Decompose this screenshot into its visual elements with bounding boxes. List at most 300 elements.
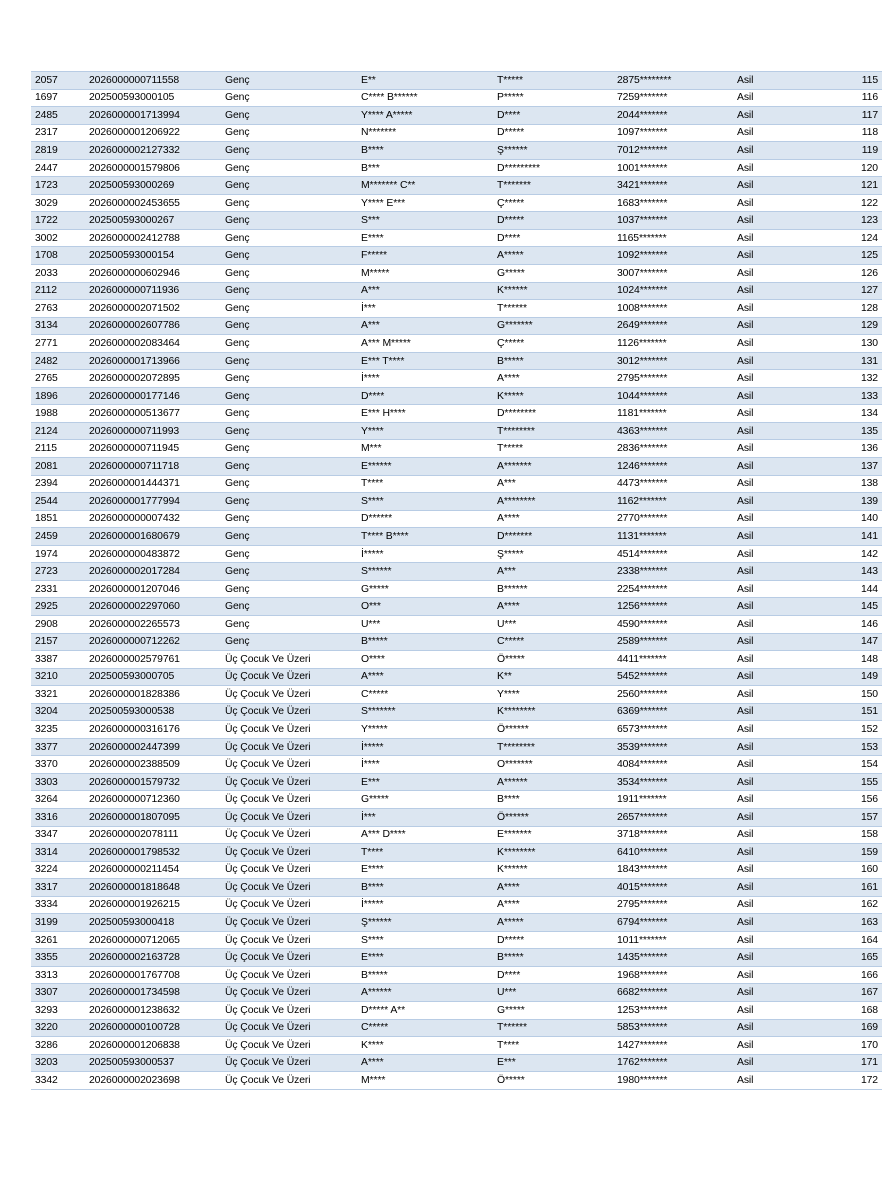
cell-soyad: B***** [493,352,613,370]
cell-kontenjan-turu: Üç Çocuk Ve Üzeri [221,773,357,791]
cell-durum: Asil [733,229,819,247]
cell-durum: Asil [733,984,819,1002]
cell-tc-kimlik-no: 3012******* [613,352,733,370]
table-row[interactable] [31,177,882,195]
cell-kontenjan-turu: Üç Çocuk Ve Üzeri [221,931,357,949]
cell-puan-sira: 1988 [31,405,85,423]
cell-durum: Asil [733,686,819,704]
cell-soyad: Ö***** [493,651,613,669]
cell-puan-sira: 2485 [31,107,85,125]
cell-puan-sira: 3264 [31,791,85,809]
table-row[interactable] [31,405,882,423]
cell-kontenjan-turu: Üç Çocuk Ve Üzeri [221,703,357,721]
cell-sira-no: 146 [819,615,882,633]
table-row[interactable] [31,791,882,809]
table-row[interactable] [31,422,882,440]
cell-ad: B*** [357,159,493,177]
cell-tc-kimlik-no: 1968******* [613,966,733,984]
cell-ad: T**** B**** [357,528,493,546]
table-row[interactable] [31,352,882,370]
cell-puan-sira: 1974 [31,545,85,563]
table-row[interactable] [31,756,882,774]
cell-ad: İ***** [357,545,493,563]
cell-sira-no: 164 [819,931,882,949]
cell-soyad: A*** [493,563,613,581]
cell-sira-no: 143 [819,563,882,581]
table-row[interactable] [31,282,882,300]
cell-puan-sira: 2482 [31,352,85,370]
table-row[interactable] [31,458,882,476]
cell-tc-kimlik-no: 2044******* [613,107,733,125]
cell-durum: Asil [733,896,819,914]
cell-durum: Asil [733,966,819,984]
cell-soyad: Ş****** [493,142,613,160]
cell-sira-no: 157 [819,808,882,826]
cell-sira-no: 152 [819,721,882,739]
cell-puan-sira: 3002 [31,229,85,247]
cell-tc-kimlik-no: 1435******* [613,949,733,967]
cell-ad: T**** [357,475,493,493]
cell-soyad: D******** [493,405,613,423]
cell-puan-sira: 2763 [31,300,85,318]
cell-sira-no: 141 [819,528,882,546]
cell-soyad: D***** [493,931,613,949]
cell-soyad: Ö****** [493,721,613,739]
cell-sira-no: 131 [819,352,882,370]
cell-kontenjan-turu: Üç Çocuk Ve Üzeri [221,738,357,756]
cell-tc-kimlik-no: 6369******* [613,703,733,721]
cell-durum: Asil [733,387,819,405]
cell-basvuru-no: 2026000002265573 [85,615,221,633]
cell-tc-kimlik-no: 1843******* [613,861,733,879]
cell-puan-sira: 2765 [31,370,85,388]
cell-ad: E****** [357,458,493,476]
cell-sira-no: 161 [819,879,882,897]
cell-kontenjan-turu: Üç Çocuk Ve Üzeri [221,686,357,704]
cell-ad: B**** [357,879,493,897]
cell-puan-sira: 3224 [31,861,85,879]
cell-durum: Asil [733,265,819,283]
cell-tc-kimlik-no: 1001******* [613,159,733,177]
table-row[interactable] [31,493,882,511]
table-row[interactable] [31,335,882,353]
table-row[interactable] [31,1001,882,1019]
cell-durum: Asil [733,826,819,844]
table-row[interactable] [31,633,882,651]
table-row[interactable] [31,229,882,247]
cell-sira-no: 172 [819,1072,882,1090]
listing-table [31,71,882,1090]
cell-kontenjan-turu: Genç [221,493,357,511]
table-row[interactable] [31,545,882,563]
cell-sira-no: 170 [819,1037,882,1055]
table-row[interactable] [31,651,882,669]
cell-tc-kimlik-no: 4411******* [613,651,733,669]
cell-kontenjan-turu: Genç [221,633,357,651]
cell-puan-sira: 3210 [31,668,85,686]
table-row[interactable] [31,300,882,318]
table-row[interactable] [31,107,882,125]
cell-tc-kimlik-no: 2875******** [613,72,733,90]
cell-basvuru-no: 2026000002579761 [85,651,221,669]
cell-basvuru-no: 2026000002607786 [85,317,221,335]
cell-durum: Asil [733,282,819,300]
cell-sira-no: 148 [819,651,882,669]
table-row[interactable] [31,317,882,335]
cell-basvuru-no: 2026000002078111 [85,826,221,844]
cell-sira-no: 117 [819,107,882,125]
cell-ad: E**** [357,949,493,967]
table-row[interactable] [31,194,882,212]
cell-soyad: D**** [493,107,613,125]
cell-sira-no: 136 [819,440,882,458]
cell-ad: U*** [357,615,493,633]
cell-durum: Asil [733,580,819,598]
cell-sira-no: 134 [819,405,882,423]
cell-soyad: A**** [493,879,613,897]
cell-kontenjan-turu: Genç [221,352,357,370]
table-row[interactable] [31,896,882,914]
cell-durum: Asil [733,107,819,125]
cell-basvuru-no: 2026000001818648 [85,879,221,897]
table-row[interactable] [31,1019,882,1037]
cell-tc-kimlik-no: 1008******* [613,300,733,318]
cell-basvuru-no: 2026000002453655 [85,194,221,212]
table-row[interactable] [31,738,882,756]
cell-durum: Asil [733,1072,819,1090]
cell-sira-no: 127 [819,282,882,300]
cell-kontenjan-turu: Genç [221,458,357,476]
cell-durum: Asil [733,914,819,932]
table-row[interactable] [31,949,882,967]
cell-tc-kimlik-no: 2254******* [613,580,733,598]
cell-ad: M**** [357,1072,493,1090]
cell-basvuru-no: 2026000002023698 [85,1072,221,1090]
cell-sira-no: 119 [819,142,882,160]
cell-tc-kimlik-no: 1911******* [613,791,733,809]
cell-basvuru-no: 2026000000100728 [85,1019,221,1037]
table-row[interactable] [31,247,882,265]
cell-tc-kimlik-no: 6682******* [613,984,733,1002]
cell-kontenjan-turu: Genç [221,300,357,318]
cell-tc-kimlik-no: 2836******* [613,440,733,458]
cell-tc-kimlik-no: 2589******* [613,633,733,651]
cell-ad: C***** [357,1019,493,1037]
cell-puan-sira: 1697 [31,89,85,107]
cell-basvuru-no: 2026000000483872 [85,545,221,563]
cell-soyad: U*** [493,615,613,633]
cell-kontenjan-turu: Genç [221,142,357,160]
cell-tc-kimlik-no: 3539******* [613,738,733,756]
cell-tc-kimlik-no: 2770******* [613,510,733,528]
table-row[interactable] [31,686,882,704]
cell-puan-sira: 2331 [31,580,85,598]
table-row[interactable] [31,808,882,826]
cell-kontenjan-turu: Genç [221,317,357,335]
cell-tc-kimlik-no: 7259******* [613,89,733,107]
table-row[interactable] [31,773,882,791]
cell-soyad: B***** [493,949,613,967]
cell-soyad: C***** [493,633,613,651]
cell-ad: E*** H**** [357,405,493,423]
cell-ad: A****** [357,984,493,1002]
cell-kontenjan-turu: Üç Çocuk Ve Üzeri [221,791,357,809]
cell-tc-kimlik-no: 4084******* [613,756,733,774]
cell-ad: İ***** [357,896,493,914]
cell-ad: İ*** [357,808,493,826]
cell-tc-kimlik-no: 1980******* [613,1072,733,1090]
table-row[interactable] [31,598,882,616]
table-row[interactable] [31,580,882,598]
cell-kontenjan-turu: Genç [221,615,357,633]
cell-durum: Asil [733,545,819,563]
cell-basvuru-no: 2026000001238632 [85,1001,221,1019]
cell-kontenjan-turu: Genç [221,475,357,493]
cell-basvuru-no: 2026000000711718 [85,458,221,476]
cell-sira-no: 115 [819,72,882,90]
cell-kontenjan-turu: Genç [221,405,357,423]
cell-puan-sira: 2157 [31,633,85,651]
cell-soyad: B**** [493,791,613,809]
cell-tc-kimlik-no: 7012******* [613,142,733,160]
cell-durum: Asil [733,212,819,230]
cell-kontenjan-turu: Üç Çocuk Ve Üzeri [221,668,357,686]
cell-durum: Asil [733,949,819,967]
cell-tc-kimlik-no: 2649******* [613,317,733,335]
cell-kontenjan-turu: Üç Çocuk Ve Üzeri [221,1054,357,1072]
cell-soyad: G******* [493,317,613,335]
cell-kontenjan-turu: Üç Çocuk Ve Üzeri [221,966,357,984]
cell-tc-kimlik-no: 1256******* [613,598,733,616]
table-row[interactable] [31,1072,882,1090]
cell-ad: M*** [357,440,493,458]
cell-soyad: Ş***** [493,545,613,563]
cell-soyad: A**** [493,510,613,528]
cell-puan-sira: 2925 [31,598,85,616]
table-row[interactable] [31,966,882,984]
cell-kontenjan-turu: Genç [221,528,357,546]
cell-puan-sira: 2819 [31,142,85,160]
cell-sira-no: 135 [819,422,882,440]
cell-sira-no: 132 [819,370,882,388]
cell-sira-no: 126 [819,265,882,283]
cell-puan-sira: 3334 [31,896,85,914]
cell-soyad: D***** [493,212,613,230]
cell-puan-sira: 3303 [31,773,85,791]
table-row[interactable] [31,1054,882,1072]
cell-sira-no: 138 [819,475,882,493]
cell-soyad: E*** [493,1054,613,1072]
listing-table-body [31,72,882,1090]
cell-basvuru-no: 2026000000712360 [85,791,221,809]
cell-soyad: D***** [493,124,613,142]
cell-sira-no: 147 [819,633,882,651]
table-row[interactable] [31,159,882,177]
table-row[interactable] [31,510,882,528]
cell-sira-no: 120 [819,159,882,177]
table-row[interactable] [31,89,882,107]
cell-basvuru-no: 2026000000712262 [85,633,221,651]
table-row[interactable] [31,124,882,142]
cell-puan-sira: 3203 [31,1054,85,1072]
table-row[interactable] [31,861,882,879]
cell-tc-kimlik-no: 1165******* [613,229,733,247]
cell-soyad: A***** [493,914,613,932]
cell-durum: Asil [733,510,819,528]
table-row[interactable] [31,703,882,721]
cell-durum: Asil [733,352,819,370]
cell-sira-no: 149 [819,668,882,686]
cell-kontenjan-turu: Genç [221,387,357,405]
table-row[interactable] [31,984,882,1002]
cell-durum: Asil [733,1001,819,1019]
table-row[interactable] [31,142,882,160]
cell-puan-sira: 1722 [31,212,85,230]
cell-tc-kimlik-no: 2338******* [613,563,733,581]
table-row[interactable] [31,668,882,686]
cell-puan-sira: 3370 [31,756,85,774]
cell-basvuru-no: 2026000001206838 [85,1037,221,1055]
cell-kontenjan-turu: Genç [221,510,357,528]
cell-soyad: U*** [493,984,613,1002]
cell-durum: Asil [733,563,819,581]
table-row[interactable] [31,475,882,493]
cell-basvuru-no: 2026000001444371 [85,475,221,493]
cell-durum: Asil [733,458,819,476]
cell-basvuru-no: 202500593000538 [85,703,221,721]
cell-tc-kimlik-no: 1253******* [613,1001,733,1019]
cell-puan-sira: 3314 [31,844,85,862]
cell-soyad: A*** [493,475,613,493]
cell-soyad: A**** [493,598,613,616]
cell-tc-kimlik-no: 1762******* [613,1054,733,1072]
cell-ad: E*** T**** [357,352,493,370]
table-row[interactable] [31,879,882,897]
cell-basvuru-no: 2026000001579732 [85,773,221,791]
cell-soyad: T****** [493,1019,613,1037]
cell-basvuru-no: 202500593000537 [85,1054,221,1072]
cell-ad: D**** [357,387,493,405]
cell-kontenjan-turu: Üç Çocuk Ve Üzeri [221,844,357,862]
cell-puan-sira: 2124 [31,422,85,440]
table-row[interactable] [31,563,882,581]
cell-ad: S******* [357,703,493,721]
cell-tc-kimlik-no: 1126******* [613,335,733,353]
table-row[interactable] [31,265,882,283]
cell-durum: Asil [733,89,819,107]
table-row[interactable] [31,721,882,739]
cell-basvuru-no: 2026000002163728 [85,949,221,967]
cell-basvuru-no: 2026000002072895 [85,370,221,388]
cell-sira-no: 123 [819,212,882,230]
cell-puan-sira: 2723 [31,563,85,581]
cell-ad: A*** [357,282,493,300]
cell-tc-kimlik-no: 1162******* [613,493,733,511]
cell-kontenjan-turu: Genç [221,545,357,563]
cell-durum: Asil [733,1037,819,1055]
cell-durum: Asil [733,773,819,791]
table-row[interactable] [31,615,882,633]
cell-basvuru-no: 2026000001734598 [85,984,221,1002]
cell-ad: F***** [357,247,493,265]
cell-soyad: K****** [493,282,613,300]
cell-puan-sira: 2317 [31,124,85,142]
cell-basvuru-no: 2026000001713994 [85,107,221,125]
cell-sira-no: 155 [819,773,882,791]
cell-kontenjan-turu: Genç [221,335,357,353]
cell-durum: Asil [733,247,819,265]
cell-durum: Asil [733,931,819,949]
cell-tc-kimlik-no: 1092******* [613,247,733,265]
cell-sira-no: 159 [819,844,882,862]
cell-ad: T**** [357,844,493,862]
table-row[interactable] [31,931,882,949]
cell-basvuru-no: 202500593000267 [85,212,221,230]
cell-basvuru-no: 2026000001777994 [85,493,221,511]
cell-kontenjan-turu: Genç [221,440,357,458]
table-row[interactable] [31,387,882,405]
cell-puan-sira: 3347 [31,826,85,844]
table-row[interactable] [31,528,882,546]
cell-sira-no: 121 [819,177,882,195]
cell-sira-no: 139 [819,493,882,511]
cell-tc-kimlik-no: 1427******* [613,1037,733,1055]
cell-sira-no: 171 [819,1054,882,1072]
table-row[interactable] [31,370,882,388]
cell-tc-kimlik-no: 3718******* [613,826,733,844]
cell-tc-kimlik-no: 5853******* [613,1019,733,1037]
table-row[interactable] [31,1037,882,1055]
cell-tc-kimlik-no: 1024******* [613,282,733,300]
cell-durum: Asil [733,335,819,353]
cell-sira-no: 160 [819,861,882,879]
cell-puan-sira: 2033 [31,265,85,283]
cell-kontenjan-turu: Üç Çocuk Ve Üzeri [221,879,357,897]
table-row[interactable] [31,440,882,458]
cell-basvuru-no: 2026000000316176 [85,721,221,739]
cell-puan-sira: 3313 [31,966,85,984]
cell-ad: Y**** E*** [357,194,493,212]
cell-puan-sira: 3235 [31,721,85,739]
table-row[interactable] [31,212,882,230]
cell-puan-sira: 3317 [31,879,85,897]
table-row[interactable] [31,72,882,90]
cell-ad: O*** [357,598,493,616]
cell-durum: Asil [733,879,819,897]
cell-sira-no: 122 [819,194,882,212]
cell-puan-sira: 1708 [31,247,85,265]
table-row[interactable] [31,914,882,932]
cell-durum: Asil [733,142,819,160]
cell-ad: A*** M***** [357,335,493,353]
cell-kontenjan-turu: Genç [221,72,357,90]
cell-soyad: D********* [493,159,613,177]
cell-ad: A*** D**** [357,826,493,844]
table-row[interactable] [31,844,882,862]
cell-durum: Asil [733,370,819,388]
cell-puan-sira: 3321 [31,686,85,704]
table-row[interactable] [31,826,882,844]
cell-kontenjan-turu: Üç Çocuk Ve Üzeri [221,949,357,967]
cell-tc-kimlik-no: 6794******* [613,914,733,932]
cell-durum: Asil [733,738,819,756]
cell-puan-sira: 3261 [31,931,85,949]
cell-kontenjan-turu: Üç Çocuk Ve Üzeri [221,914,357,932]
cell-basvuru-no: 2026000001807095 [85,808,221,826]
cell-ad: E**** [357,229,493,247]
cell-ad: G***** [357,580,493,598]
cell-sira-no: 167 [819,984,882,1002]
